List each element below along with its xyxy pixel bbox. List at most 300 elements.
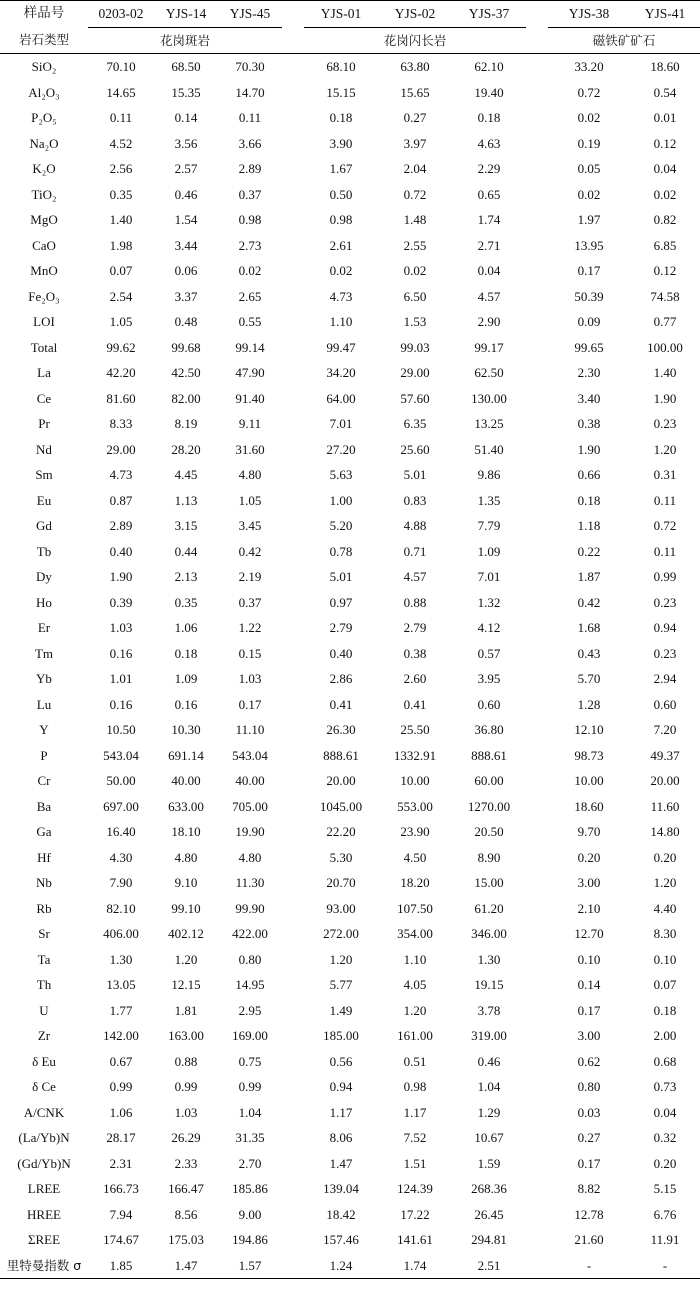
- cell-value: 2.70: [238, 1155, 262, 1171]
- cell-value: 5.01: [403, 467, 427, 482]
- cell-value: 0.01: [653, 110, 677, 125]
- cell-value: 691.14: [168, 747, 204, 763]
- cell-value: 18.10: [171, 824, 201, 839]
- cell-value: 1332.91: [393, 747, 437, 763]
- table-row: [0, 80, 700, 106]
- cell-value: 0.17: [577, 263, 601, 278]
- table-row: [0, 488, 700, 514]
- cell-value: 0.41: [403, 696, 427, 712]
- cell-value: 12.70: [574, 926, 604, 941]
- row-label: Total: [30, 339, 58, 355]
- cell-value: 63.80: [400, 59, 430, 74]
- cell-value: 0.99: [174, 1079, 198, 1094]
- cell-value: 2.13: [174, 569, 198, 584]
- cell-value: 0.94: [329, 1079, 353, 1094]
- cell-value: 74.58: [650, 288, 680, 304]
- cell-value: 3.40: [577, 390, 601, 406]
- cell-value: 0.23: [653, 645, 677, 661]
- cell-value: 294.81: [471, 1232, 507, 1247]
- row-label: Ho: [36, 594, 52, 610]
- cell-value: 5.20: [329, 518, 353, 533]
- cell-value: 3.78: [477, 1002, 501, 1018]
- cell-value: 42.20: [106, 365, 136, 380]
- table-row: [0, 539, 700, 565]
- cell-value: 272.00: [323, 926, 359, 941]
- cell-value: 60.00: [474, 773, 504, 788]
- cell-value: 18.42: [326, 1206, 356, 1222]
- cell-value: 1.32: [477, 594, 501, 610]
- row-label: δ Eu: [32, 1053, 56, 1069]
- rock-type-label: 岩石类型: [0, 27, 88, 54]
- cell-value: 28.17: [106, 1130, 136, 1145]
- cell-value: 20.00: [650, 773, 680, 788]
- row-label: Fe₂O₃: [28, 288, 60, 304]
- cell-value: 4.57: [403, 569, 427, 584]
- table-row: [0, 896, 700, 922]
- cell-value: 1.81: [174, 1002, 198, 1018]
- cell-value: 1.05: [238, 492, 262, 508]
- cell-value: 0.18: [577, 492, 601, 508]
- cell-value: 0.12: [653, 135, 677, 151]
- cell-value: 49.37: [650, 747, 680, 763]
- cell-value: 1.20: [653, 441, 677, 457]
- cell-value: 0.40: [109, 543, 133, 559]
- cell-value: 2.61: [329, 237, 353, 253]
- cell-value: 22.20: [326, 824, 356, 839]
- cell-value: 1.04: [238, 1104, 262, 1120]
- cell-value: 0.02: [403, 263, 427, 278]
- row-label: Hf: [37, 849, 51, 865]
- cell-value: 633.00: [168, 798, 204, 814]
- cell-value: 0.17: [238, 696, 262, 712]
- cell-value: 51.40: [474, 441, 504, 457]
- table-row: [0, 258, 700, 284]
- cell-value: 7.90: [109, 875, 133, 890]
- cell-value: 5.15: [653, 1181, 677, 1196]
- cell-value: 18.60: [574, 798, 604, 814]
- row-label: Na₂O: [29, 135, 59, 151]
- cell-value: 141.61: [397, 1232, 433, 1247]
- cell-value: 62.10: [474, 59, 504, 74]
- cell-value: 0.02: [653, 186, 677, 202]
- cell-value: 0.50: [329, 186, 353, 202]
- table-row: [0, 947, 700, 973]
- cell-value: 10.30: [171, 722, 201, 737]
- row-label: Er: [37, 620, 51, 635]
- cell-value: 1.74: [477, 212, 501, 227]
- cell-value: 29.00: [106, 441, 136, 457]
- table-row: [0, 666, 700, 692]
- row-label: CaO: [32, 237, 56, 253]
- group-granite-porphyry: 花岗斑岩: [88, 27, 282, 54]
- cell-value: 0.14: [174, 110, 198, 125]
- row-label: Y: [39, 722, 49, 737]
- cell-value: 163.00: [168, 1028, 204, 1043]
- row-label: LREE: [27, 1181, 61, 1196]
- row-label: Nb: [36, 875, 52, 890]
- row-label: (La/Yb)N: [18, 1130, 70, 1145]
- cell-value: 0.60: [653, 696, 677, 712]
- cell-value: 0.94: [653, 620, 677, 635]
- cell-value: 47.90: [235, 365, 265, 380]
- cell-value: 31.60: [235, 441, 265, 457]
- cell-value: 61.20: [474, 900, 504, 916]
- cell-value: 166.73: [103, 1181, 139, 1196]
- row-label: δ Ce: [32, 1079, 56, 1094]
- row-label: HREE: [27, 1206, 61, 1222]
- cell-value: 99.65: [574, 339, 604, 355]
- cell-value: 0.20: [653, 1155, 677, 1171]
- cell-value: 0.37: [238, 594, 262, 610]
- cell-value: 50.00: [106, 773, 136, 788]
- row-label: 里特曼指数 σ: [0, 1253, 88, 1279]
- row-label: K₂O: [32, 161, 56, 176]
- sample-header: YJS-02: [378, 1, 452, 28]
- table-row: [0, 921, 700, 947]
- cell-value: 0.82: [653, 212, 677, 227]
- cell-value: 34.20: [326, 365, 356, 380]
- cell-value: 0.98: [329, 212, 353, 227]
- row-label: Ta: [37, 951, 51, 967]
- cell-value: 0.35: [174, 594, 198, 610]
- cell-value: 6.50: [403, 288, 427, 304]
- cell-value: 0.88: [403, 594, 427, 610]
- table-row: [0, 360, 700, 386]
- table-row: [0, 437, 700, 463]
- cell-value: 888.61: [471, 747, 507, 763]
- cell-value: 1.40: [653, 365, 677, 380]
- cell-value: 2.51: [452, 1253, 526, 1279]
- table-row: [0, 972, 700, 998]
- cell-value: 0.44: [174, 543, 198, 559]
- cell-value: 9.70: [577, 824, 601, 839]
- cell-value: 7.20: [653, 722, 677, 737]
- cell-value: 1.59: [477, 1155, 501, 1171]
- cell-value: 11.10: [235, 722, 265, 737]
- cell-value: 0.46: [477, 1053, 501, 1069]
- cell-value: 98.73: [574, 747, 604, 763]
- row-label: LOI: [33, 314, 55, 329]
- cell-value: 4.80: [238, 467, 262, 482]
- cell-value: 0.80: [238, 951, 262, 967]
- cell-value: 1.77: [109, 1002, 133, 1018]
- row-label: P: [40, 747, 48, 763]
- row-label: SiO₂: [31, 59, 57, 74]
- row-label: Pr: [38, 416, 50, 431]
- cell-value: 0.07: [109, 263, 133, 278]
- cell-value: 0.71: [403, 543, 427, 559]
- cell-value: 3.00: [577, 875, 601, 890]
- cell-value: 1.09: [477, 543, 501, 559]
- cell-value: 4.45: [174, 467, 198, 482]
- cell-value: 0.19: [577, 135, 601, 151]
- cell-value: 1.74: [378, 1253, 452, 1279]
- cell-value: 697.00: [103, 798, 139, 814]
- cell-value: 9.86: [477, 467, 501, 482]
- cell-value: 0.10: [653, 951, 677, 967]
- table-row: [0, 870, 700, 896]
- cell-value: 1.87: [577, 569, 601, 584]
- table-row: [0, 309, 700, 335]
- row-label: Ga: [36, 824, 52, 839]
- cell-value: 0.02: [238, 263, 262, 278]
- cell-value: 3.56: [174, 135, 198, 151]
- cell-value: 99.68: [171, 339, 201, 355]
- cell-value: 14.65: [106, 84, 136, 100]
- cell-value: 8.19: [174, 416, 198, 431]
- cell-value: 0.56: [329, 1053, 353, 1069]
- cell-value: 1.98: [109, 237, 133, 253]
- cell-value: 2.04: [403, 161, 427, 176]
- cell-value: 0.54: [653, 84, 677, 100]
- cell-value: 0.98: [238, 212, 262, 227]
- cell-value: 0.65: [477, 186, 501, 202]
- cell-value: 0.04: [477, 263, 501, 278]
- cell-value: 0.11: [653, 492, 677, 508]
- table-row: [0, 335, 700, 361]
- cell-value: 0.17: [577, 1002, 601, 1018]
- cell-value: 2.79: [329, 620, 353, 635]
- cell-value: 6.76: [653, 1206, 677, 1222]
- group-magnetite-ore: 磁铁矿矿石: [548, 27, 700, 54]
- cell-value: 2.00: [653, 1028, 677, 1043]
- cell-value: 0.60: [477, 696, 501, 712]
- cell-value: 99.14: [235, 339, 265, 355]
- cell-value: 2.10: [577, 900, 601, 916]
- cell-value: 6.85: [653, 237, 677, 253]
- cell-value: 0.99: [238, 1079, 262, 1094]
- cell-value: 100.00: [647, 339, 683, 355]
- cell-value: 1.03: [174, 1104, 198, 1120]
- cell-value: 2.29: [477, 161, 501, 176]
- cell-value: 13.25: [474, 416, 504, 431]
- table-row: [0, 845, 700, 871]
- cell-value: 4.12: [477, 620, 501, 635]
- cell-value: 0.17: [577, 1155, 601, 1171]
- row-label: MnO: [30, 263, 58, 278]
- cell-value: 0.05: [577, 161, 601, 176]
- row-label: Lu: [36, 696, 52, 712]
- cell-value: 0.80: [577, 1079, 601, 1094]
- row-label: Zr: [37, 1028, 51, 1043]
- cell-value: 4.80: [238, 849, 262, 865]
- cell-value: 2.65: [238, 288, 262, 304]
- table-row: [0, 564, 700, 590]
- cell-value: 99.47: [326, 339, 356, 355]
- cell-value: 0.02: [577, 110, 601, 125]
- cell-value: 0.37: [238, 186, 262, 202]
- table-row: [0, 1074, 700, 1100]
- cell-value: 2.19: [238, 569, 262, 584]
- cell-value: 1.01: [109, 671, 133, 686]
- cell-value: 1.06: [109, 1104, 133, 1120]
- cell-value: 0.97: [329, 594, 353, 610]
- table-row: [0, 105, 700, 131]
- cell-value: 5.30: [329, 849, 353, 865]
- cell-value: 0.72: [403, 186, 427, 202]
- cell-value: 93.00: [326, 900, 356, 916]
- cell-value: 0.10: [577, 951, 601, 967]
- cell-value: 20.00: [326, 773, 356, 788]
- cell-value: 1.48: [403, 212, 427, 227]
- cell-value: 3.00: [577, 1028, 601, 1043]
- sample-header: YJS-01: [304, 1, 378, 28]
- cell-value: 2.33: [174, 1155, 198, 1171]
- row-label: Gd: [36, 518, 52, 533]
- cell-value: 406.00: [103, 926, 139, 941]
- cell-value: 0.18: [477, 110, 501, 125]
- cell-value: 0.99: [109, 1079, 133, 1094]
- cell-value: 2.89: [238, 161, 262, 176]
- sample-header: YJS-38: [548, 1, 630, 28]
- cell-value: 9.10: [174, 875, 198, 890]
- cell-value: 2.89: [109, 518, 133, 533]
- cell-value: 543.04: [103, 747, 139, 763]
- cell-value: 0.73: [653, 1079, 677, 1094]
- cell-value: 0.57: [477, 645, 501, 661]
- table-row: [0, 386, 700, 412]
- cell-value: 0.42: [577, 594, 601, 610]
- sample-header: YJS-45: [218, 1, 282, 28]
- cell-value: 1.67: [329, 161, 353, 176]
- cell-value: 0.43: [577, 645, 601, 661]
- cell-value: 2.73: [238, 237, 262, 253]
- cell-value: 1.47: [154, 1253, 218, 1279]
- cell-value: 1.54: [174, 212, 198, 227]
- cell-value: 15.00: [474, 875, 504, 890]
- cell-value: 0.04: [653, 1104, 677, 1120]
- table-row: [0, 1253, 700, 1279]
- cell-value: 0.51: [403, 1053, 427, 1069]
- cell-value: 1270.00: [467, 798, 511, 814]
- cell-value: 5.77: [329, 977, 353, 992]
- cell-value: 0.18: [329, 110, 353, 125]
- cell-value: 0.41: [329, 696, 353, 712]
- cell-value: 18.60: [650, 59, 680, 74]
- cell-value: 11.91: [650, 1232, 680, 1247]
- cell-value: 4.80: [174, 849, 198, 865]
- cell-value: 1.06: [174, 620, 198, 635]
- cell-value: 0.14: [577, 977, 601, 992]
- row-label: Ba: [36, 798, 52, 814]
- cell-value: 0.72: [653, 518, 677, 533]
- cell-value: 19.15: [474, 977, 504, 992]
- cell-value: 5.63: [329, 467, 353, 482]
- cell-value: 124.39: [397, 1181, 433, 1196]
- cell-value: 99.90: [235, 900, 265, 916]
- cell-value: 23.90: [400, 824, 430, 839]
- cell-value: 15.35: [171, 84, 201, 100]
- cell-value: 7.01: [329, 416, 353, 431]
- cell-value: 26.29: [171, 1130, 201, 1145]
- cell-value: 81.60: [106, 390, 136, 406]
- cell-value: 33.20: [574, 59, 604, 74]
- cell-value: 0.09: [577, 314, 601, 329]
- table-row: [0, 207, 700, 233]
- cell-value: 29.00: [400, 365, 430, 380]
- cell-value: 319.00: [471, 1028, 507, 1043]
- cell-value: 0.55: [238, 314, 262, 329]
- cell-value: 1.47: [329, 1155, 353, 1171]
- cell-value: 17.22: [400, 1206, 430, 1222]
- cell-value: 0.88: [174, 1053, 198, 1069]
- cell-value: 3.37: [174, 288, 198, 304]
- cell-value: 346.00: [471, 926, 507, 941]
- cell-value: 18.20: [400, 875, 430, 890]
- cell-value: 11.30: [235, 875, 265, 890]
- cell-value: 4.73: [109, 467, 133, 482]
- cell-value: 4.88: [403, 518, 427, 533]
- cell-value: 0.99: [653, 569, 677, 584]
- cell-value: 40.00: [171, 773, 201, 788]
- sample-header: YJS-37: [452, 1, 526, 28]
- cell-value: 99.62: [106, 339, 136, 355]
- cell-value: 57.60: [400, 390, 430, 406]
- table-row: [0, 182, 700, 208]
- cell-value: 0.16: [109, 645, 133, 661]
- cell-value: 2.95: [238, 1002, 262, 1018]
- row-label: Ce: [36, 390, 52, 406]
- cell-value: 50.39: [574, 288, 604, 304]
- cell-value: 0.06: [174, 263, 198, 278]
- cell-value: 2.90: [477, 314, 501, 329]
- cell-value: 70.30: [235, 59, 265, 74]
- cell-value: 64.00: [326, 390, 356, 406]
- cell-value: 2.55: [403, 237, 427, 253]
- cell-value: 175.03: [168, 1232, 204, 1247]
- cell-value: 0.31: [653, 467, 677, 482]
- sample-header: 0203-02: [88, 1, 154, 28]
- cell-value: 0.16: [109, 696, 133, 712]
- cell-value: 2.94: [653, 671, 677, 686]
- row-label: U: [39, 1002, 49, 1018]
- cell-value: 12.15: [171, 977, 201, 992]
- table-row: [0, 513, 700, 539]
- cell-value: 82.10: [106, 900, 136, 916]
- row-label: Tb: [36, 543, 52, 559]
- cell-value: 1.13: [174, 492, 198, 508]
- cell-value: 27.20: [326, 441, 356, 457]
- cell-value: 268.36: [471, 1181, 507, 1196]
- row-label: MgO: [30, 212, 58, 227]
- row-label: Cr: [37, 773, 51, 788]
- cell-value: 82.00: [171, 390, 201, 406]
- cell-value: 12.78: [574, 1206, 604, 1222]
- cell-value: 3.45: [238, 518, 262, 533]
- cell-value: 1.53: [403, 314, 427, 329]
- cell-value: 1.20: [174, 951, 198, 967]
- cell-value: 0.11: [238, 110, 262, 125]
- cell-value: 0.38: [403, 645, 427, 661]
- cell-value: 2.30: [577, 365, 601, 380]
- cell-value: 0.20: [577, 849, 601, 865]
- cell-value: 0.15: [238, 645, 262, 661]
- cell-value: 20.70: [326, 875, 356, 890]
- cell-value: 130.00: [471, 390, 507, 406]
- cell-value: 0.83: [403, 492, 427, 508]
- table-row: [0, 1202, 700, 1228]
- cell-value: 10.67: [474, 1130, 504, 1145]
- cell-value: 1.22: [238, 620, 262, 635]
- cell-value: 0.27: [577, 1130, 601, 1145]
- cell-value: 40.00: [235, 773, 265, 788]
- table-row: [0, 1125, 700, 1151]
- cell-value: 5.70: [577, 671, 601, 686]
- row-label: Al₂O₃: [28, 84, 60, 100]
- cell-value: 21.60: [574, 1232, 604, 1247]
- cell-value: 0.23: [653, 594, 677, 610]
- cell-value: 0.16: [174, 696, 198, 712]
